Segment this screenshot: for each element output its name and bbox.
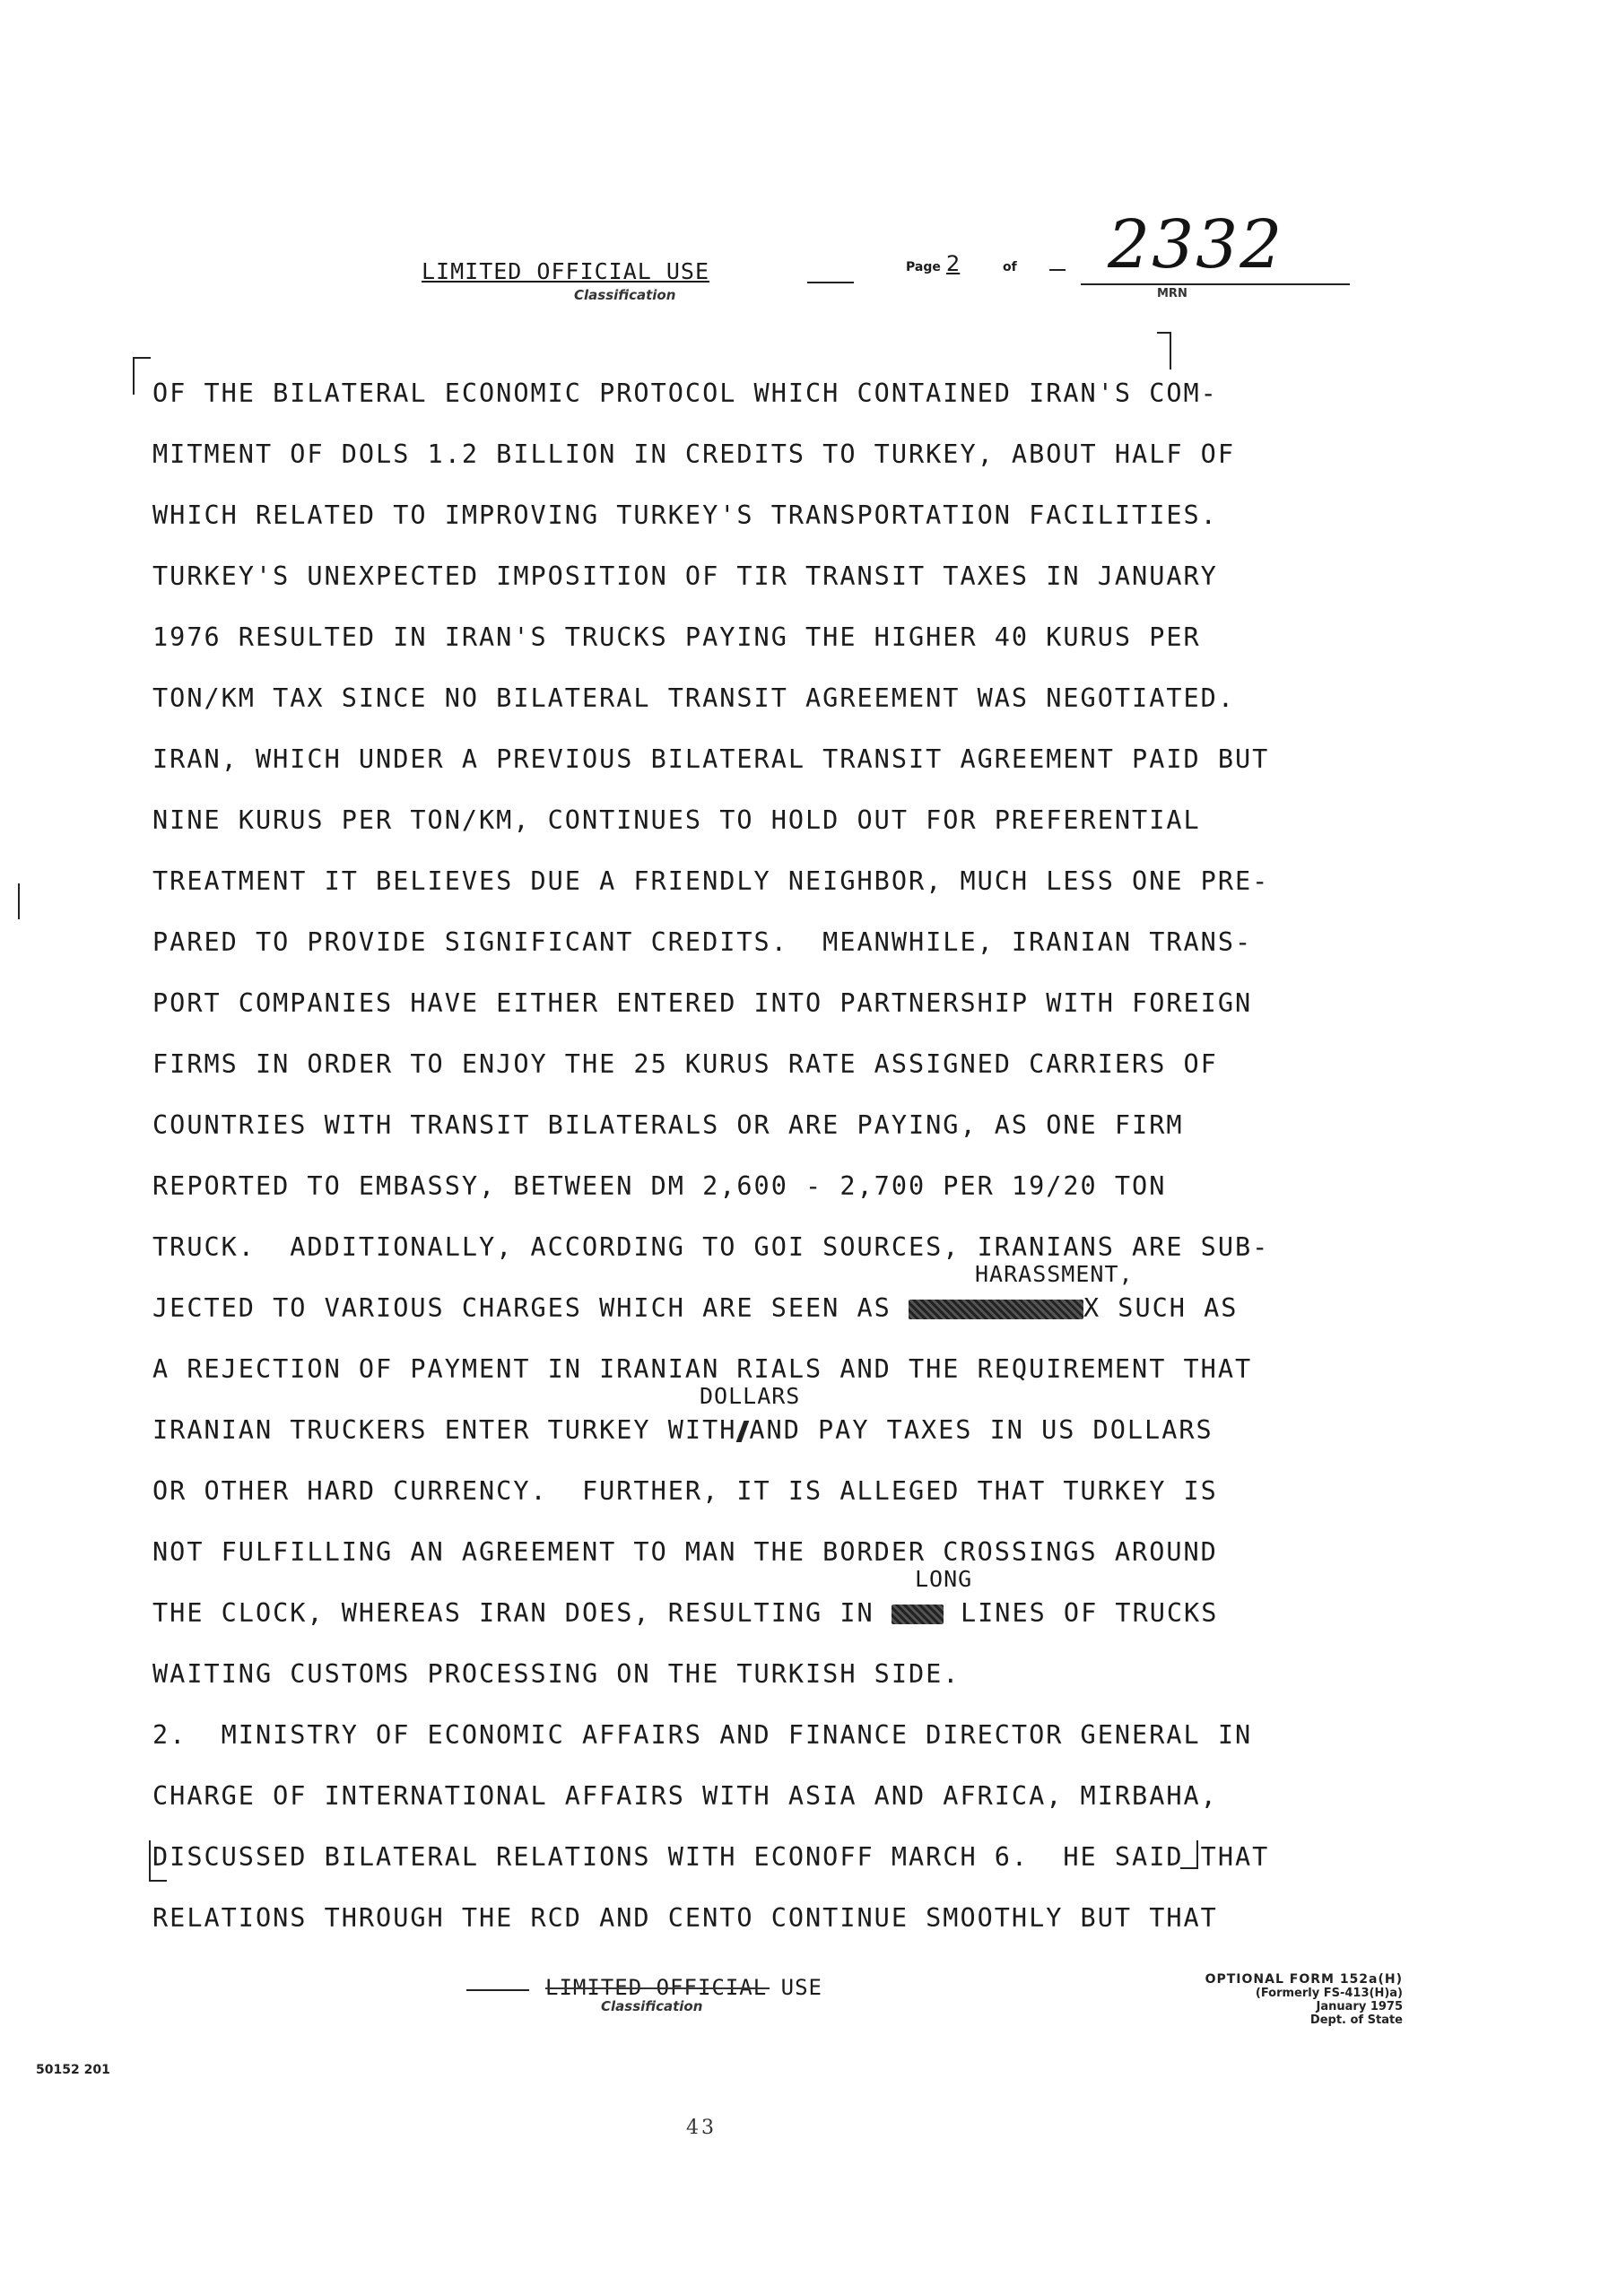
mrn-label: MRN bbox=[1157, 287, 1187, 300]
body-line: 1976 RESULTED IN IRAN'S TRUCKS PAYING THE HIGHER 40 KURUS PER bbox=[152, 622, 1201, 652]
form-line-4: Dept. of State bbox=[1309, 2013, 1403, 2027]
footer-strike-line bbox=[545, 1987, 770, 1989]
footer-classification-block bbox=[466, 1973, 933, 2027]
header-classification: LIMITED OFFICIAL USE bbox=[422, 258, 710, 284]
long-before: THE CLOCK, WHEREAS IRAN DOES, RESULTING IN bbox=[152, 1598, 892, 1628]
long-insertion: LONG bbox=[915, 1566, 973, 1592]
header-of-dash bbox=[1049, 269, 1066, 271]
body-line: TURKEY'S UNEXPECTED IMPOSITION OF TIR TRANSIT TAXES IN JANUARY bbox=[152, 561, 1218, 591]
page-header bbox=[422, 206, 1354, 314]
harassment-before: JECTED TO VARIOUS CHARGES WHICH ARE SEEN AS bbox=[152, 1293, 909, 1323]
body-line-dollars bbox=[152, 1383, 1354, 1461]
body-line: PARED TO PROVIDE SIGNIFICANT CREDITS. MEANWHILE, IRANIAN TRANS- bbox=[152, 927, 1253, 957]
page-number: 43 bbox=[686, 2117, 717, 2139]
header-page-number: 2 bbox=[946, 251, 961, 276]
top-left-bracket bbox=[133, 357, 151, 395]
body-line: A REJECTION OF PAYMENT IN IRANIAN RIALS AND THE REQUIREMENT THAT bbox=[152, 1354, 1253, 1384]
body-line: REPORTED TO EMBASSY, BETWEEN DM 2,600 - 2,700 PER 19/20 TON bbox=[152, 1171, 1167, 1201]
body-line: NOT FULFILLING AN AGREEMENT TO MAN THE BORDER CROSSINGS AROUND bbox=[152, 1537, 1218, 1567]
mrn-rule bbox=[1081, 283, 1350, 285]
body-line: WAITING CUSTOMS PROCESSING ON THE TURKISH SIDE. bbox=[152, 1659, 961, 1689]
body-line: WHICH RELATED TO IMPROVING TURKEY'S TRANSPORTATION FACILITIES. bbox=[152, 500, 1218, 530]
body-line: TON/KM TAX SINCE NO BILATERAL TRANSIT AGREEMENT WAS NEGOTIATED. bbox=[152, 683, 1235, 713]
body-line: IRAN, WHICH UNDER A PREVIOUS BILATERAL TRANSIT AGREEMENT PAID BUT bbox=[152, 744, 1270, 774]
body-line: MITMENT OF DOLS 1.2 BILLION IN CREDITS TO TURKEY, ABOUT HALF OF bbox=[152, 439, 1235, 469]
header-page-label: Page bbox=[906, 260, 941, 274]
form-code: 50152 201 bbox=[36, 2063, 110, 2077]
body-line: TRUCK. ADDITIONALLY, ACCORDING TO GOI SOURCES, IRANIANS ARE SUB- bbox=[152, 1232, 1270, 1262]
body-line: 2. MINISTRY OF ECONOMIC AFFAIRS AND FINANCE DIRECTOR GENERAL IN bbox=[152, 1720, 1253, 1750]
footer-classification-caption: Classification bbox=[601, 1998, 703, 2014]
body-line: CHARGE OF INTERNATIONAL AFFAIRS WITH ASIA AND AFRICA, MIRBAHA, bbox=[152, 1781, 1218, 1811]
body-line: COUNTRIES WITH TRANSIT BILATERALS OR ARE PAYING, AS ONE FIRM bbox=[152, 1110, 1184, 1140]
body-line: OR OTHER HARD CURRENCY. FURTHER, IT IS ALLEGED THAT TURKEY IS bbox=[152, 1476, 1218, 1506]
message-body bbox=[152, 363, 1354, 1949]
dollars-before: IRANIAN TRUCKERS ENTER TURKEY WITH bbox=[152, 1415, 737, 1445]
harassment-after: X SUCH AS bbox=[1083, 1293, 1239, 1323]
body-line: NINE KURUS PER TON/KM, CONTINUES TO HOLD OUT FOR PREFERENTIAL bbox=[152, 805, 1201, 835]
form-line-2: (Formerly FS-413(H)a) bbox=[1255, 1987, 1403, 2000]
body-line: RELATIONS THROUGH THE RCD AND CENTO CONTINUE SMOOTHLY BUT THAT bbox=[152, 1903, 1218, 1933]
header-rule bbox=[807, 282, 854, 283]
body-line: TREATMENT IT BELIEVES DUE A FRIENDLY NEIGHBOR, MUCH LESS ONE PRE- bbox=[152, 866, 1270, 896]
header-classification-caption: Classification bbox=[574, 287, 676, 303]
header-of-label: of bbox=[1003, 260, 1017, 274]
left-margin-tick bbox=[18, 883, 20, 919]
body-line: FIRMS IN ORDER TO ENJOY THE 25 KURUS RATE ASSIGNED CARRIERS OF bbox=[152, 1049, 1218, 1079]
harassment-insertion: HARASSMENT, bbox=[975, 1261, 1134, 1287]
body-line-harassment bbox=[152, 1261, 1354, 1339]
body-line: PORT COMPANIES HAVE EITHER ENTERED INTO PARTNERSHIP WITH FOREIGN bbox=[152, 988, 1253, 1018]
form-line-1: OPTIONAL FORM 152a(H) bbox=[1205, 1972, 1403, 1987]
body-line: OF THE BILATERAL ECONOMIC PROTOCOL WHICH CONTAINED IRAN'S COM- bbox=[152, 378, 1218, 408]
handwritten-mrn-number: 2332 bbox=[1108, 206, 1284, 283]
form-identifier bbox=[1205, 1973, 1403, 2027]
form-line-3: January 1975 bbox=[1316, 2000, 1403, 2013]
dollars-after: AND PAY TAXES IN US DOLLARS bbox=[749, 1415, 1214, 1445]
dollars-insertion: DOLLARS bbox=[700, 1383, 801, 1409]
body-line: DISCUSSED BILATERAL RELATIONS WITH ECONOFF MARCH 6. HE SAID THAT bbox=[152, 1842, 1270, 1872]
footer-classification: LIMITED OFFICIAL USE bbox=[545, 1975, 822, 2000]
footer-lead-rule bbox=[466, 1989, 529, 1991]
body-line-long bbox=[152, 1566, 1354, 1644]
long-after: LINES OF TRUCKS bbox=[943, 1598, 1219, 1628]
